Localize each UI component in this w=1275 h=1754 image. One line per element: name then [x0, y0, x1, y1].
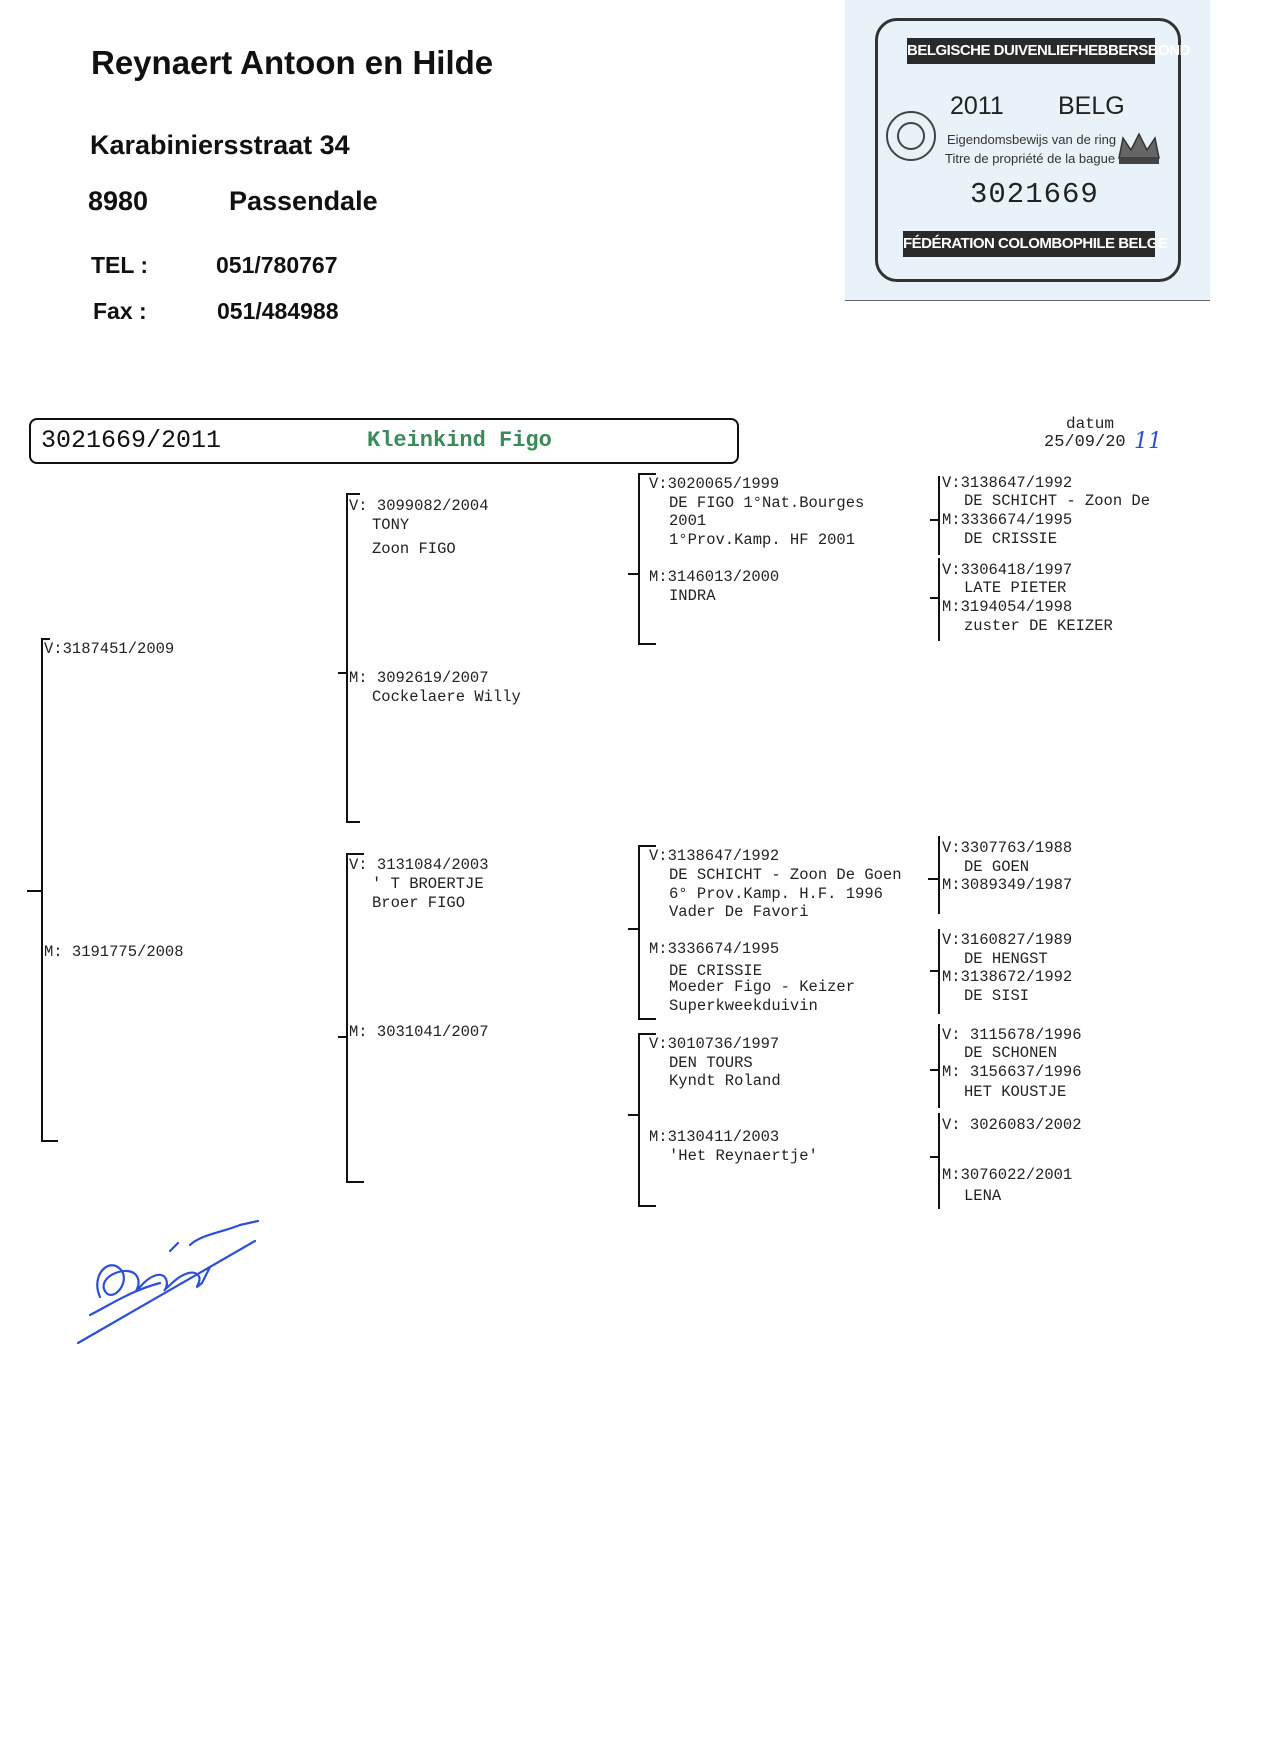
- ggp-mfm-line4: Superkweekduivin: [669, 997, 818, 1015]
- crown-icon: [1113, 124, 1165, 172]
- gggp-mmff-line2: DE SCHONEN: [964, 1044, 1058, 1062]
- gggp-ffmm-line2: zuster DE KEIZER: [964, 617, 1113, 635]
- gggp-mmfm-line1: M: 3156637/1996: [942, 1063, 1082, 1081]
- gggp-1-line: [938, 476, 940, 555]
- stamp-line-fr: Titre de propriété de la bague: [945, 151, 1116, 166]
- gggp-mmfm-line2: HET KOUSTJE: [964, 1083, 1067, 1101]
- gggp-6-line: [938, 1113, 940, 1209]
- gp-mm-line1: M: 3031041/2007: [349, 1023, 489, 1041]
- ggp-ff-tick: [628, 573, 639, 575]
- stamp-bottom-banner: FÉDÉRATION COLOMBOPHILE BELGE: [903, 231, 1155, 257]
- owner-name: Reynaert Antoon en Hilde: [91, 44, 494, 81]
- left-emblem-icon: [879, 104, 943, 168]
- gggp-mmmf-line1: V: 3026083/2002: [942, 1116, 1082, 1134]
- gggp-1-tick: [930, 519, 939, 521]
- gggp-mfmf-line1: V:3160827/1989: [942, 931, 1073, 949]
- gggp-mffm-line1: M:3089349/1987: [942, 876, 1073, 894]
- ggp-mm-tick: [628, 1114, 639, 1116]
- date-value: 25/09/20: [1044, 433, 1126, 452]
- ggp-mff-line3: 6° Prov.Kamp. H.F. 1996: [669, 885, 883, 903]
- tel-number: 051/780767: [216, 252, 338, 278]
- ggp-mff-line2: DE SCHICHT - Zoon De Goen: [669, 866, 902, 884]
- gggp-ffmf-line2: LATE PIETER: [964, 579, 1067, 597]
- ggp-fff-line3: 2001: [669, 512, 707, 530]
- pigeon-name: Kleinkind Figo: [367, 428, 552, 453]
- gggp-6-tick: [930, 1156, 939, 1158]
- ggp-mmm-line1: M:3130411/2003: [649, 1128, 780, 1146]
- gggp-4-tick: [930, 970, 939, 972]
- father: V:3187451/2009: [44, 640, 175, 658]
- gggp-3-tick: [928, 878, 939, 880]
- parents-bracket-bottom: [41, 1140, 58, 1142]
- ggp-mmf-line3: Kyndt Roland: [669, 1072, 781, 1090]
- gp-mf-line2: ' T BROERTJE: [372, 875, 484, 893]
- ggp-fff-line2: DE FIGO 1°Nat.Bourges: [669, 494, 865, 512]
- gggp-mfff-line1: V:3307763/1988: [942, 839, 1073, 857]
- signature-image: [70, 1205, 270, 1355]
- owner-street: Karabiniersstraat 34: [90, 130, 350, 160]
- ggp-ff-bracket: [638, 473, 656, 645]
- ggp-mfm-line2: DE CRISSIE: [669, 962, 763, 980]
- gggp-mfmm-line2: DE SISI: [964, 987, 1030, 1005]
- stamp-country: BELG: [1058, 92, 1125, 120]
- tel-label: TEL :: [91, 252, 149, 278]
- ggp-mmf-line2: DEN TOURS: [669, 1054, 753, 1072]
- gp-mf-line3: Broer FIGO: [372, 894, 466, 912]
- gggp-mfff-line2: DE GOEN: [964, 858, 1030, 876]
- ggp-mf-tick: [628, 928, 639, 930]
- gggp-ffff-line1: V:3138647/1992: [942, 474, 1073, 492]
- stamp-year: 2011: [950, 92, 1004, 120]
- mother: M: 3191775/2008: [44, 943, 184, 961]
- owner-postcode: 8980: [88, 186, 149, 216]
- gp-ff-line1: V: 3099082/2004: [349, 497, 489, 515]
- grandparents-father-bracket: [346, 493, 360, 823]
- gggp-fffm-line2: DE CRISSIE: [964, 530, 1058, 548]
- gggp-5-tick: [930, 1069, 939, 1071]
- gp-mf-line1: V: 3131084/2003: [349, 856, 489, 874]
- stamp-line-nl: Eigendomsbewijs van de ring: [947, 132, 1117, 147]
- ggp-mmf-line1: V:3010736/1997: [649, 1035, 780, 1053]
- ggp-ffm-line1: M:3146013/2000: [649, 568, 780, 586]
- gp-ff-line3: Zoon FIGO: [372, 540, 456, 558]
- fax-label: Fax :: [93, 298, 147, 324]
- gggp-mmff-line1: V: 3115678/1996: [942, 1026, 1082, 1044]
- gggp-2-tick: [930, 597, 939, 599]
- gggp-mmmm-line1: M:3076022/2001: [942, 1166, 1073, 1184]
- gggp-3-line: [938, 836, 940, 914]
- parents-connector: [27, 890, 41, 892]
- gp-fm-line1: M: 3092619/2007: [349, 669, 489, 687]
- ggp-mfm-line3: Moeder Figo - Keizer: [669, 978, 856, 996]
- parents-bracket-line: [41, 638, 43, 1142]
- gggp-5-line: [938, 1024, 940, 1108]
- gggp-fffm-line1: M:3336674/1995: [942, 511, 1073, 529]
- ggp-fff-line1: V:3020065/1999: [649, 475, 780, 493]
- mm-tick: [338, 1036, 347, 1038]
- gggp-ffmf-line1: V:3306418/1997: [942, 561, 1073, 579]
- ggp-fff-line4: 1°Prov.Kamp. HF 2001: [669, 531, 856, 549]
- gp-fm-line2: Cockelaere Willy: [372, 688, 521, 706]
- ggp-mff-line4: Vader De Favori: [669, 903, 809, 921]
- ggp-ffm-line2: INDRA: [669, 587, 716, 605]
- grandparents-mother-bracket: [346, 853, 364, 1183]
- ggp-mfm-line1: M:3336674/1995: [649, 940, 780, 958]
- date-label: datum: [1066, 415, 1115, 433]
- gggp-mfmm-line1: M:3138672/1992: [942, 968, 1073, 986]
- gggp-ffff-line2: DE SCHICHT - Zoon De: [964, 492, 1151, 510]
- gggp-mmmm-line2: LENA: [964, 1187, 1002, 1205]
- ggp-mmm-line2: 'Het Reynaertje': [669, 1147, 818, 1165]
- fax-number: 051/484988: [217, 298, 339, 324]
- ggp-mff-line1: V:3138647/1992: [649, 847, 780, 865]
- gggp-ffmm-line1: M:3194054/1998: [942, 598, 1073, 616]
- ggp-mf-bracket: [638, 845, 656, 1020]
- owner-city: Passendale: [229, 186, 378, 216]
- pigeon-ring: 3021669/2011: [41, 426, 222, 455]
- fm-tick: [338, 672, 347, 674]
- stamp-top-banner: BELGISCHE DUIVENLIEFHEBBERSBOND: [907, 38, 1155, 64]
- ggp-mm-bracket: [638, 1033, 656, 1207]
- ring-certificate-stamp: [845, 0, 1210, 301]
- gp-ff-line2: TONY: [372, 516, 410, 534]
- gggp-mfmf-line2: DE HENGST: [964, 950, 1048, 968]
- gggp-2-line: [938, 558, 940, 641]
- date-handwritten-year: 11: [1134, 429, 1162, 454]
- stamp-ring-number: 3021669: [970, 178, 1099, 211]
